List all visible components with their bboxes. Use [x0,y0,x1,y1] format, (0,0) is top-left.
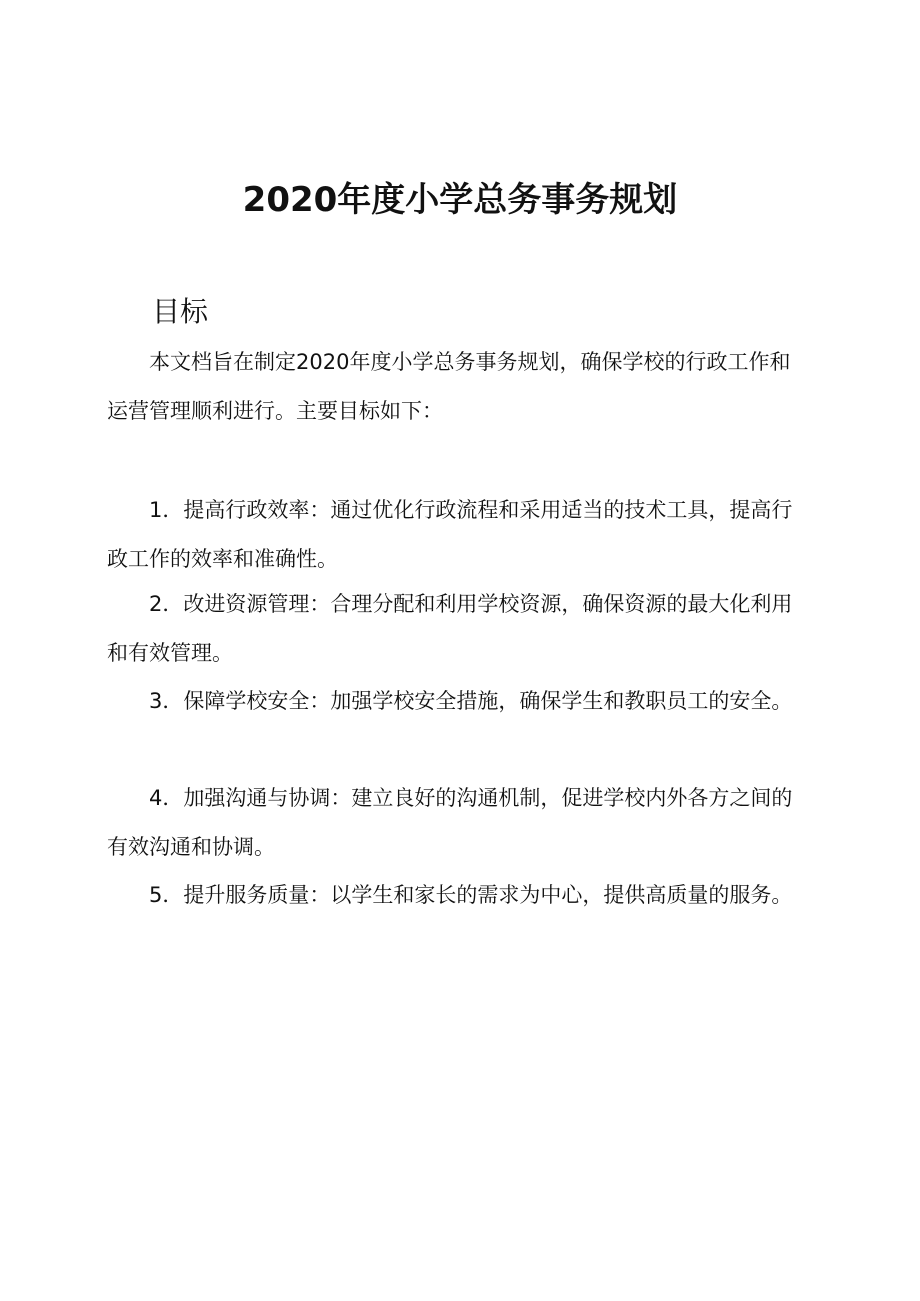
goal-item-text: ．加强沟通与协调：建立良好的沟通机制，促进学校内外各方之间的有效沟通和协调。 [107,786,793,859]
goal-item-text: ．保障学校安全：加强学校安全措施，确保学生和教职员工的安全。 [162,689,793,713]
goal-item-number: 5 [149,883,163,907]
section-heading-goals: 目标 [152,295,209,328]
goal-item-number: 2 [149,592,163,616]
goal-item-text: ．提高行政效率：通过优化行政流程和采用适当的技术工具，提高行政工作的效率和准确性。 [107,498,793,571]
goal-item-5 [107,871,807,920]
goal-item-number: 4 [149,786,163,810]
goal-item-3 [107,677,807,726]
goal-item-1 [107,486,807,584]
goal-item-text: ．改进资源管理：合理分配和利用学校资源，确保资源的最大化利用和有效管理。 [107,592,793,665]
goal-item-4 [107,774,807,872]
document-title: 2020年度小学总务事务规划 [242,180,678,220]
goal-item-number: 3 [149,689,163,713]
goal-item-number: 1 [149,498,163,522]
intro-paragraph: 本文档旨在制定2020年度小学总务事务规划，确保学校的行政工作和运营管理顺利进行。主要目标如下： [107,350,791,423]
goal-item-2 [107,580,807,678]
goal-item-text: ．提升服务质量：以学生和家长的需求为中心，提供高质量的服务。 [162,883,793,907]
